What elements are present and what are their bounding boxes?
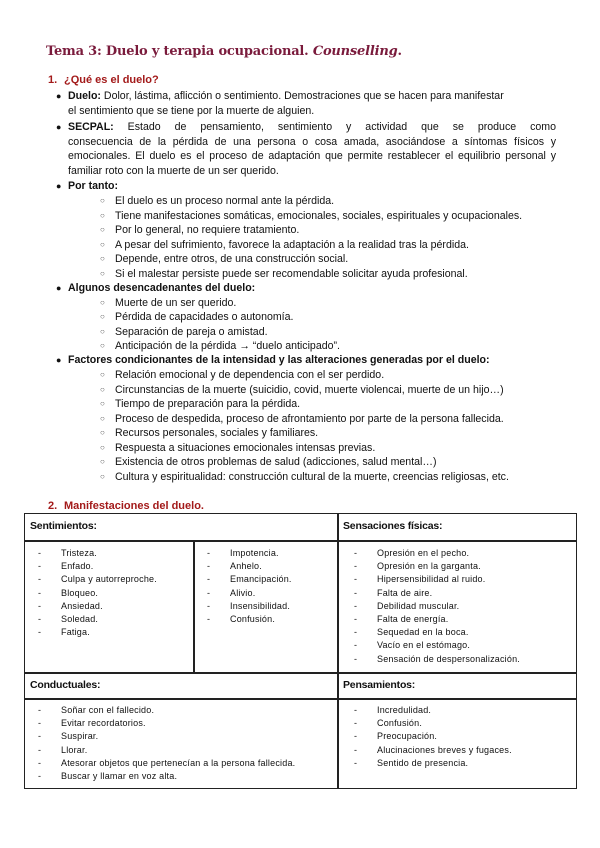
title-text: Tema 3: Duelo y terapia ocupacional. — [46, 44, 313, 59]
list-item-text: Confusión. — [230, 614, 276, 625]
header-sentimientos: Sentimientos: — [30, 520, 97, 532]
list-item — [207, 587, 292, 600]
list-item — [100, 426, 319, 441]
list-item — [100, 455, 437, 470]
list-item — [38, 717, 295, 730]
bullet-circle-icon: ○ — [100, 384, 105, 394]
bullet-disc-icon: ● — [56, 283, 62, 293]
bullet-duelo — [56, 89, 556, 118]
list-item-text: Buscar y llamar en voz alta. — [61, 771, 178, 782]
term-text: Estado de pensamiento, sentimiento y actividad que se produce como — [113, 121, 556, 133]
list-item — [207, 613, 292, 626]
section-number: 2. — [48, 500, 58, 512]
list-item — [100, 296, 237, 311]
dash-bullet-icon: - — [354, 548, 358, 558]
dash-bullet-icon: - — [354, 757, 358, 768]
list-item — [354, 639, 520, 652]
dash-bullet-icon: - — [354, 587, 358, 598]
list-item-text: Culpa y autorreproche. — [61, 574, 157, 585]
list-item-text: Alucinaciones breves y fugaces. — [377, 744, 512, 755]
list-item — [354, 547, 520, 560]
list-item — [354, 730, 512, 743]
dash-bullet-icon: - — [354, 640, 358, 651]
list-item — [207, 573, 292, 586]
list-item — [100, 412, 504, 427]
dash-bullet-icon: - — [207, 574, 211, 585]
term-text-continued: el sentimiento que se tiene por la muerte de alguien. — [68, 104, 315, 117]
list-item-text: Preocupación. — [377, 731, 438, 742]
dash-bullet-icon: - — [38, 600, 42, 611]
pensamientos-list — [354, 704, 512, 770]
list-item — [100, 238, 469, 253]
list-item — [354, 653, 520, 666]
list-item-text: Emancipación. — [230, 574, 292, 585]
section-2-heading — [48, 500, 204, 512]
list-item-text: Atesorar objetos que pertenecían a la persona fallecida. — [61, 757, 296, 768]
list-item-text: Suspirar. — [61, 731, 99, 742]
list-item — [100, 223, 300, 238]
list-item-text: Tiene manifestaciones somáticas, emocionales, sociales, espirituales y ocupacionales. — [115, 209, 523, 222]
list-item — [207, 547, 292, 560]
section-number: 1. — [48, 74, 58, 86]
term-text-continued: consecuencia de la pérdida de una persona o cosa amada, asociándose a síntomas físicos y emocionales. El duelo es el proceso de adaptación que permite restablecer el equilibrio personal y familiar roto con la muerte de un ser querido. — [68, 135, 556, 177]
list-item — [38, 626, 157, 639]
conductuales-list — [38, 704, 295, 783]
bullet-desencadenantes — [56, 281, 556, 296]
header-sensaciones-fisicas: Sensaciones físicas: — [343, 520, 443, 532]
list-item — [100, 441, 376, 456]
list-item-text: Existencia de otros problemas de salud (adicciones, salud mental…) — [115, 456, 437, 468]
dash-bullet-icon: - — [38, 771, 42, 782]
list-item-text: Muerte de un ser querido. — [115, 296, 237, 309]
section-title: ¿Qué es el duelo? — [64, 74, 159, 86]
dash-bullet-icon: - — [354, 627, 358, 638]
title-end: . — [397, 44, 402, 59]
dash-bullet-icon: - — [38, 705, 42, 715]
list-item-text: El duelo es un proceso normal ante la pérdida. — [115, 195, 335, 207]
list-item-text: Relación emocional y de dependencia con el ser perdido. — [115, 369, 385, 381]
dash-bullet-icon: - — [38, 561, 42, 572]
bullet-circle-icon: ○ — [100, 457, 105, 466]
list-item-text: Si el malestar persiste puede ser recomendable solicitar ayuda profesional. — [115, 267, 468, 280]
list-item — [100, 397, 301, 412]
list-item-text: Tristeza. — [61, 548, 97, 558]
bullet-circle-icon: ○ — [100, 297, 105, 307]
dash-bullet-icon: - — [207, 548, 211, 558]
bullet-por-tanto — [56, 179, 556, 194]
list-item-text: A pesar del sufrimiento, favorece la adaptación a la realidad tras la pérdida. — [115, 238, 469, 251]
dash-bullet-icon: - — [354, 561, 358, 572]
table-divider — [24, 672, 577, 674]
dash-bullet-icon: - — [354, 574, 358, 585]
list-item — [38, 770, 295, 783]
term-text: Dolor, lástima, aflicción o sentimiento. Demostraciones que se hacen para manifestar — [100, 90, 504, 102]
dash-bullet-icon: - — [354, 705, 358, 715]
list-item-text: Opresión en el pecho. — [377, 548, 470, 558]
list-item — [354, 573, 520, 586]
bullet-circle-icon: ○ — [100, 471, 105, 481]
list-item — [100, 339, 340, 354]
list-item — [354, 717, 512, 730]
bullet-secpal — [56, 120, 556, 178]
list-item — [100, 209, 523, 224]
section-title: Manifestaciones del duelo. — [64, 500, 204, 512]
sensaciones-list — [354, 547, 520, 666]
list-item — [38, 573, 157, 586]
header-conductuales: Conductuales: — [30, 679, 101, 691]
term-label: SECPAL: — [68, 121, 114, 133]
list-item-text: Vacío en el estómago. — [377, 640, 471, 651]
bullet-circle-icon: ○ — [100, 442, 105, 452]
list-item-text: Pérdida de capacidades o autonomía. — [115, 311, 294, 323]
bullet-disc-icon: ● — [56, 122, 62, 132]
list-item-text: Confusión. — [377, 718, 423, 729]
list-item — [38, 613, 157, 626]
bullet-circle-icon: ○ — [100, 210, 105, 220]
list-item — [354, 704, 512, 717]
list-item — [354, 587, 520, 600]
list-item-text: Ansiedad. — [61, 600, 103, 611]
list-item — [100, 194, 335, 209]
list-item-text: Evitar recordatorios. — [61, 718, 146, 729]
list-item — [100, 310, 294, 325]
list-item — [38, 757, 295, 770]
list-item-text: Anticipación de la pérdida → “duelo anticipado”. — [115, 340, 340, 352]
bullet-disc-icon: ● — [56, 355, 62, 365]
bullet-disc-icon: ● — [56, 91, 62, 101]
bullet-circle-icon: ○ — [100, 196, 105, 205]
dash-bullet-icon: - — [38, 731, 42, 742]
list-item-text: Sensación de despersonalización. — [377, 653, 520, 664]
list-item — [38, 730, 295, 743]
list-item-text: Hipersensibilidad al ruido. — [377, 574, 486, 585]
list-item-text: Cultura y espiritualidad: construcción cultural de la muerte, creencias religiosas, etc. — [115, 470, 509, 483]
list-item-text: Fatiga. — [61, 627, 90, 638]
list-item-text: Impotencia. — [230, 548, 279, 558]
bullet-circle-icon: ○ — [100, 254, 105, 263]
list-item-text: Debilidad muscular. — [377, 600, 460, 611]
list-item — [100, 325, 268, 340]
dash-bullet-icon: - — [207, 600, 211, 611]
list-item-text: Circunstancias de la muerte (suicidio, covid, muerte violencai, muerte de un hijo…) — [115, 383, 504, 396]
list-item-text: Soñar con el fallecido. — [61, 705, 155, 715]
dash-bullet-icon: - — [354, 744, 358, 755]
list-item — [354, 757, 512, 770]
list-item — [354, 626, 520, 639]
list-item — [100, 368, 385, 383]
dash-bullet-icon: - — [354, 614, 358, 625]
list-item-text: Falta de aire. — [377, 587, 433, 598]
page-title — [46, 44, 402, 59]
list-item-text: Anhelo. — [230, 561, 262, 572]
bullet-circle-icon: ○ — [100, 370, 105, 379]
dash-bullet-icon: - — [354, 653, 358, 664]
bullet-circle-icon: ○ — [100, 326, 105, 336]
list-item-text: Insensibilidad. — [230, 600, 291, 611]
list-item — [38, 547, 157, 560]
bullet-factores — [56, 353, 556, 368]
list-item — [354, 744, 512, 757]
list-item — [100, 267, 468, 282]
term-first-line — [68, 120, 556, 135]
list-item — [38, 704, 295, 717]
dash-bullet-icon: - — [38, 627, 42, 638]
list-item-text: Enfado. — [61, 561, 94, 572]
list-item-text: Soledad. — [61, 614, 99, 625]
list-item-text: Opresión en la garganta. — [377, 561, 481, 572]
list-item — [38, 587, 157, 600]
table-divider — [24, 540, 577, 542]
table-divider — [193, 540, 195, 672]
list-item — [38, 744, 295, 757]
dash-bullet-icon: - — [38, 548, 42, 558]
title-italic: Counselling — [312, 44, 398, 59]
bullet-circle-icon: ○ — [100, 399, 105, 408]
list-item-text: Sentido de presencia. — [377, 757, 469, 768]
list-item — [354, 613, 520, 626]
dash-bullet-icon: - — [38, 574, 42, 585]
bullet-circle-icon: ○ — [100, 312, 105, 321]
dash-bullet-icon: - — [354, 731, 358, 742]
list-item — [38, 600, 157, 613]
list-item-text: Por lo general, no requiere tratamiento. — [115, 224, 300, 236]
list-item-text: Alivio. — [230, 587, 256, 598]
list-item-text: Recursos personales, sociales y familiares. — [115, 427, 319, 439]
bullet-circle-icon: ○ — [100, 413, 105, 423]
list-item-text: Tiempo de preparación para la pérdida. — [115, 398, 301, 410]
list-item — [354, 560, 520, 573]
list-item-text: Sequedad en la boca. — [377, 627, 469, 638]
bullet-disc-icon: ● — [56, 181, 62, 191]
bullet-circle-icon: ○ — [100, 341, 105, 350]
sentimientos-col1 — [38, 547, 157, 639]
sentimientos-col2 — [207, 547, 292, 626]
list-item — [38, 560, 157, 573]
dash-bullet-icon: - — [207, 561, 211, 572]
list-item-text: Separación de pareja o amistad. — [115, 325, 268, 338]
list-item-text: Depende, entre otros, de una construcción social. — [115, 253, 349, 265]
list-item — [100, 470, 509, 485]
section-1-heading — [48, 74, 159, 86]
list-item-text: Respuesta a situaciones emocionales intensas previas. — [115, 441, 376, 454]
list-item-text: Proceso de despedida, proceso de afrontamiento por parte de la persona fallecida. — [115, 412, 504, 425]
list-item-text: Incredulidad. — [377, 705, 432, 715]
list-item — [354, 600, 520, 613]
dash-bullet-icon: - — [38, 614, 42, 625]
list-item-text: Llorar. — [61, 744, 88, 755]
dash-bullet-icon: - — [38, 587, 42, 598]
list-item-text: Bloqueo. — [61, 587, 99, 598]
bullet-circle-icon: ○ — [100, 239, 105, 249]
dash-bullet-icon: - — [207, 614, 211, 625]
list-item-text: Falta de energía. — [377, 614, 449, 625]
term-label: Duelo: — [68, 90, 101, 102]
bullet-circle-icon: ○ — [100, 225, 105, 234]
dash-bullet-icon: - — [354, 600, 358, 611]
dash-bullet-icon: - — [38, 718, 42, 729]
dash-bullet-icon: - — [207, 587, 211, 598]
dash-bullet-icon: - — [354, 718, 358, 729]
list-label: Algunos desencadenantes del duelo: — [68, 282, 256, 294]
table-divider — [24, 698, 577, 700]
list-label: Por tanto: — [68, 180, 119, 192]
dash-bullet-icon: - — [38, 757, 42, 768]
list-item — [100, 252, 349, 267]
list-item — [207, 600, 292, 613]
bullet-circle-icon: ○ — [100, 268, 105, 278]
list-item — [100, 383, 504, 398]
bullet-circle-icon: ○ — [100, 428, 105, 437]
dash-bullet-icon: - — [38, 744, 42, 755]
list-item — [207, 560, 292, 573]
list-label: Factores condicionantes de la intensidad y las alteraciones generadas por el duelo: — [68, 354, 490, 366]
header-pensamientos: Pensamientos: — [343, 679, 416, 691]
table-divider — [337, 513, 339, 789]
